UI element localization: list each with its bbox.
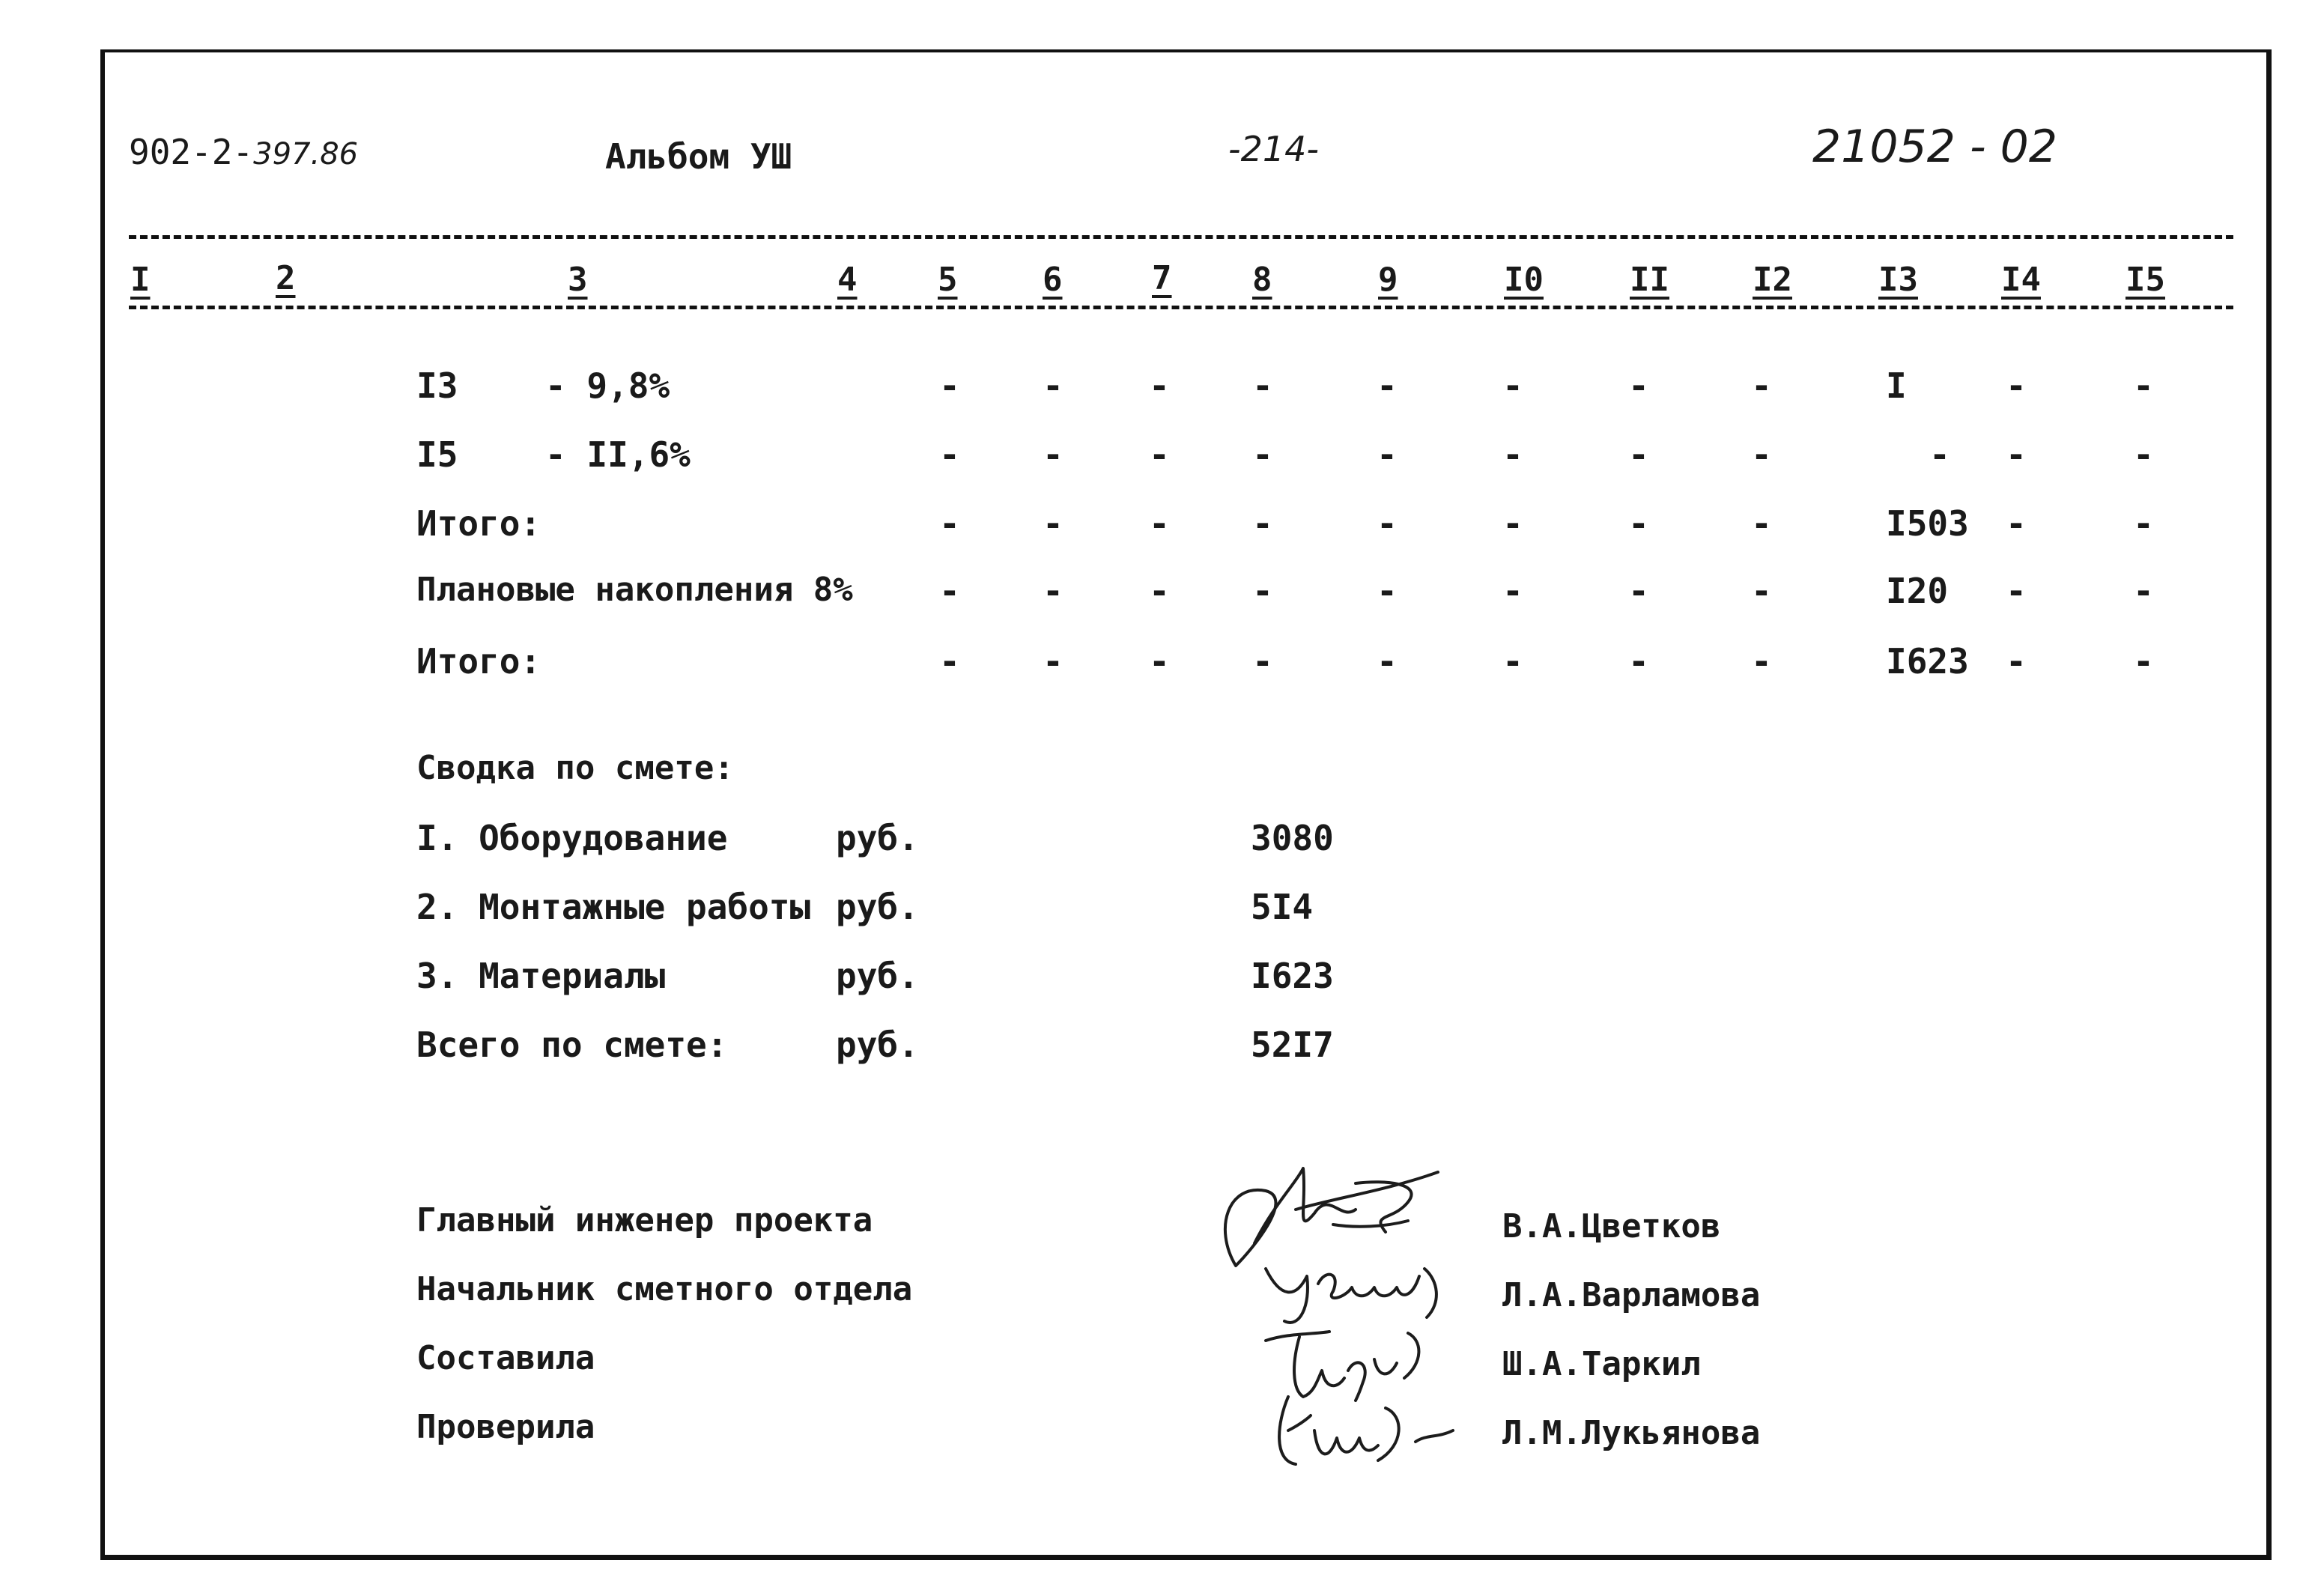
table-cell: - (1502, 434, 1523, 475)
row-label: I3 (416, 365, 458, 406)
doc-number: 21052 - 02 (1812, 121, 2058, 173)
table-cell: - (1252, 365, 1273, 406)
table-cell: - (1502, 503, 1523, 544)
table-cell: - (939, 365, 960, 406)
table-cell: - (1628, 571, 1649, 611)
summary-title: Сводка по смете: (416, 749, 734, 787)
table-cell: - (2006, 571, 2027, 611)
signature-lukyanova (1266, 1386, 1490, 1475)
col-num-12: I2 (1753, 261, 1792, 299)
col-num-10: I0 (1504, 261, 1544, 299)
signature-name: Ш.А.Таркил (1502, 1345, 1701, 1383)
signature-role: Начальник сметного отдела (416, 1270, 913, 1308)
table-cell: - (1628, 641, 1649, 682)
table-cell: - (2133, 571, 2154, 611)
table-cell: - (2006, 641, 2027, 682)
column-rule (129, 306, 2233, 309)
signature-role: Проверила (416, 1408, 595, 1446)
summary-unit: руб. (836, 1025, 919, 1065)
table-cell: - (1043, 641, 1063, 682)
row-label: Итого: (416, 503, 541, 544)
table-cell: - (1377, 641, 1398, 682)
table-cell: - (2006, 365, 2027, 406)
signature-role: Составила (416, 1339, 595, 1377)
table-cell: - (2133, 503, 2154, 544)
table-cell: - (1149, 365, 1170, 406)
row-percent: - II,6% (545, 434, 691, 475)
row-label: Плановые накопления 8% (416, 571, 853, 609)
col-num-6: 6 (1043, 261, 1063, 299)
col-num-9: 9 (1378, 261, 1398, 299)
col-num-5: 5 (938, 261, 958, 299)
col-num-15: I5 (2126, 261, 2165, 299)
table-cell: - (1377, 365, 1398, 406)
table-cell: - (1149, 641, 1170, 682)
col-num-4: 4 (837, 261, 858, 299)
table-cell: - (1377, 434, 1398, 475)
summary-value: 52I7 (1251, 1025, 1334, 1065)
table-cell: - (1628, 503, 1649, 544)
signature-role: Главный инженер проекта (416, 1201, 873, 1240)
table-cell: - (2006, 503, 2027, 544)
table-cell: - (1751, 641, 1772, 682)
table-cell: - (1628, 434, 1649, 475)
table-cell: - (939, 503, 960, 544)
header-rule (129, 235, 2233, 239)
table-cell: I20 (1886, 571, 1949, 611)
col-num-13: I3 (1878, 261, 1918, 299)
table-cell: - (2006, 434, 2027, 475)
signature-name: Л.А.Варламова (1502, 1276, 1761, 1314)
row-percent: - 9,8% (545, 365, 670, 406)
signature-name: Л.М.Лукьянова (1502, 1414, 1761, 1452)
table-cell: - (1149, 503, 1170, 544)
table-cell: - (939, 434, 960, 475)
page-number: -214- (1228, 129, 1319, 169)
col-num-8: 8 (1252, 261, 1272, 299)
table-cell: - (1751, 571, 1772, 611)
summary-label: Всего по смете: (416, 1025, 728, 1065)
table-cell: - (1043, 434, 1063, 475)
table-cell: I (1886, 365, 1907, 406)
table-cell: - (1502, 365, 1523, 406)
summary-value: 5I4 (1251, 887, 1314, 927)
table-cell: - (1252, 571, 1273, 611)
table-cell: - (2133, 365, 2154, 406)
summary-label: 3. Материалы (416, 956, 666, 996)
col-num-7: 7 (1152, 259, 1172, 297)
summary-label: 2. Монтажные работы (416, 887, 811, 927)
signature-varlamova (1251, 1246, 1445, 1329)
table-cell: - (1149, 571, 1170, 611)
table-cell: I503 (1886, 503, 1969, 544)
signature-name: В.А.Цветков (1502, 1207, 1721, 1245)
summary-value: I623 (1251, 956, 1334, 996)
table-cell: - (1252, 641, 1273, 682)
col-num-1: I (130, 261, 151, 299)
col-num-2: 2 (276, 259, 296, 297)
doc-code (129, 132, 359, 172)
table-cell: - (1751, 365, 1772, 406)
summary-unit: руб. (836, 956, 919, 996)
table-cell: - (939, 641, 960, 682)
table-cell: - (1929, 434, 1950, 475)
table-cell: - (1149, 434, 1170, 475)
col-num-3: 3 (568, 261, 588, 299)
table-cell: - (1628, 365, 1649, 406)
col-num-14: I4 (2001, 261, 2041, 299)
table-cell: - (1377, 571, 1398, 611)
doc-code-prefix: 902-2- (129, 132, 254, 172)
table-cell: - (1751, 503, 1772, 544)
table-cell: - (1377, 503, 1398, 544)
album-label: Альбом УШ (605, 136, 792, 177)
table-cell: - (1043, 365, 1063, 406)
table-cell: - (1502, 641, 1523, 682)
doc-code-handwritten: 397.86 (253, 137, 359, 172)
summary-label: I. Оборудование (416, 818, 728, 858)
table-cell: - (1043, 503, 1063, 544)
table-cell: I623 (1886, 641, 1969, 682)
table-cell: - (2133, 641, 2154, 682)
row-label: Итого: (416, 641, 541, 682)
table-cell: - (1252, 434, 1273, 475)
table-cell: - (1751, 434, 1772, 475)
summary-unit: руб. (836, 818, 919, 858)
table-cell: - (2133, 434, 2154, 475)
table-cell: - (1252, 503, 1273, 544)
row-label: I5 (416, 434, 458, 475)
table-cell: - (939, 571, 960, 611)
table-cell: - (1043, 571, 1063, 611)
col-num-11: II (1630, 261, 1669, 299)
summary-value: 3080 (1251, 818, 1334, 858)
summary-unit: руб. (836, 887, 919, 927)
table-cell: - (1502, 571, 1523, 611)
document-frame (100, 49, 2272, 1560)
